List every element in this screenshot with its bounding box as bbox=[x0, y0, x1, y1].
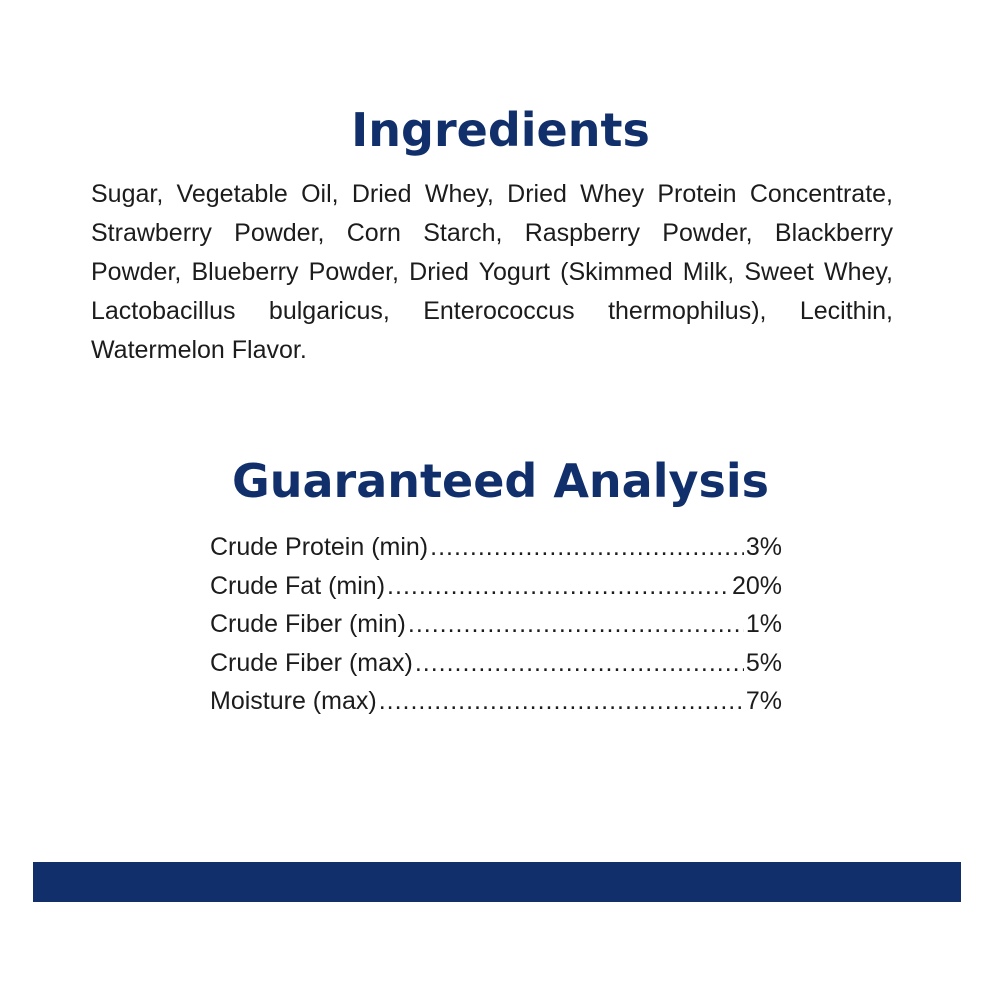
analysis-row-value: 5% bbox=[745, 648, 782, 677]
analysis-row-value: 20% bbox=[731, 571, 782, 600]
ingredients-list-text: Sugar, Vegetable Oil, Dried Whey, Dried Whey Protein Concentrate, Strawberry Powder, Corn Starch, Raspberry Powder, Blackberry Powder, Blueberry Powder, Dried Yogurt (Skimmed Milk, Sweet Whey, Lactobacillus bulgaricus, Enterococcus thermophilus), Lecithin, Watermelon Flavor. bbox=[91, 180, 893, 364]
analysis-row-label: Crude Fiber (max) bbox=[210, 648, 413, 677]
dot-leader bbox=[415, 644, 744, 683]
dot-leader bbox=[387, 567, 730, 606]
guaranteed-analysis-heading: Guaranteed Analysis bbox=[231, 454, 770, 508]
analysis-row-label: Crude Fiber (min) bbox=[210, 610, 406, 638]
analysis-row-crude-fiber-min bbox=[210, 605, 782, 644]
analysis-row-label: Crude Fat (min) bbox=[210, 571, 386, 600]
guaranteed-analysis-list bbox=[210, 528, 782, 721]
ingredients-heading: Ingredients bbox=[351, 103, 650, 157]
analysis-row-label: Moisture (max) bbox=[210, 687, 377, 715]
analysis-row-label: Crude Protein (min) bbox=[210, 533, 429, 561]
analysis-row-crude-fiber-max bbox=[210, 644, 782, 683]
dot-leader bbox=[408, 605, 744, 644]
analysis-row-moisture-max bbox=[210, 682, 782, 721]
analysis-row-value: 3% bbox=[745, 533, 782, 561]
analysis-row-crude-protein-min bbox=[210, 528, 782, 567]
analysis-row-value: 1% bbox=[745, 610, 782, 638]
analysis-row-crude-fat-min bbox=[210, 567, 782, 606]
analysis-row-value: 7% bbox=[745, 687, 782, 715]
dot-leader bbox=[379, 682, 744, 721]
dot-leader bbox=[430, 528, 744, 567]
footer-color-bar bbox=[33, 862, 961, 902]
